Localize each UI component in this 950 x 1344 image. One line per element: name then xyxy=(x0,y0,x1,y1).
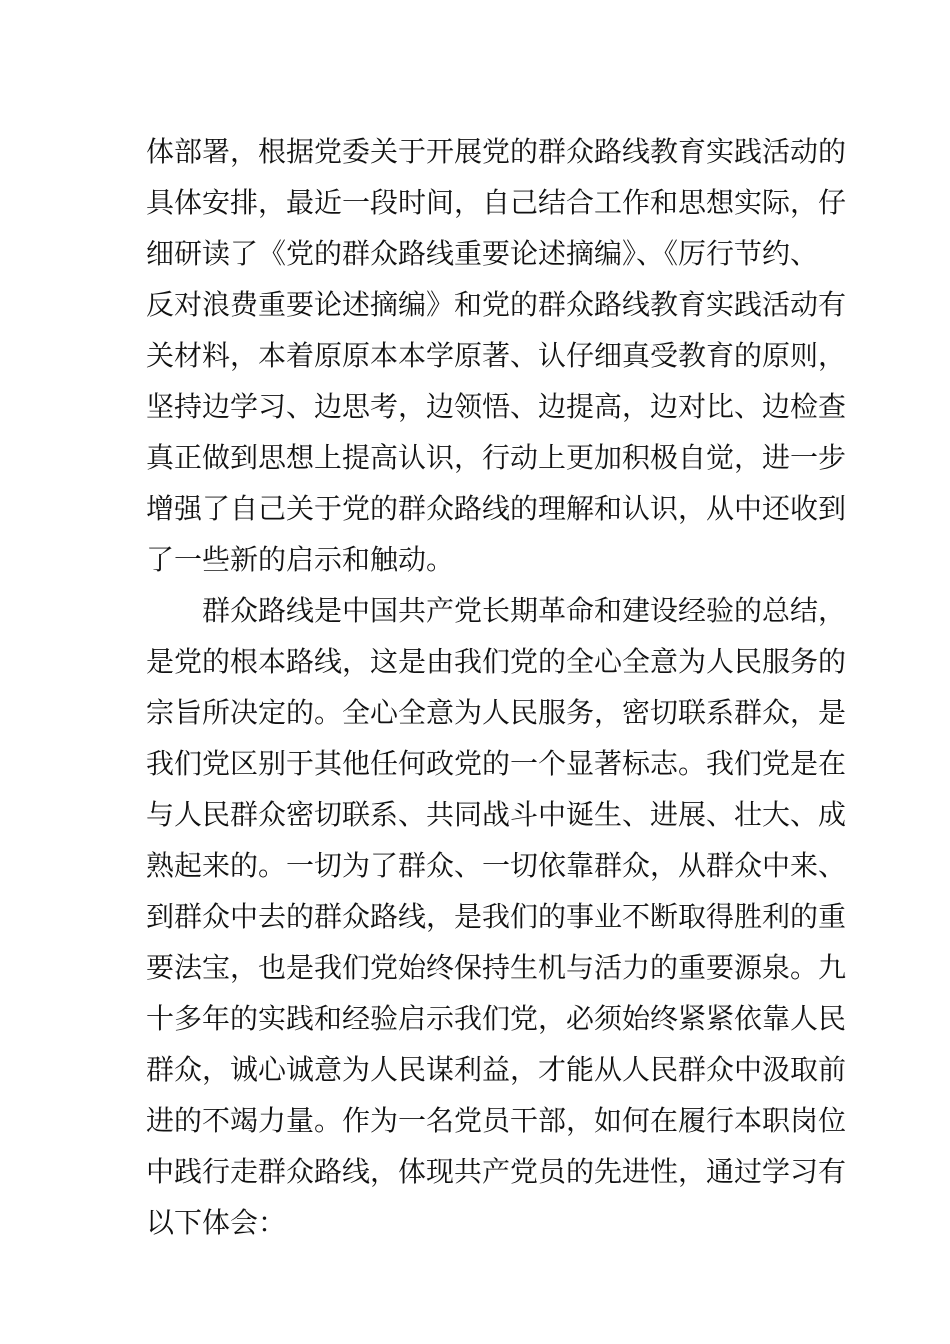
text-line: 要法宝，也是我们党始终保持生机与活力的重要源泉。九 xyxy=(146,951,847,984)
text-line: 我们党区别于其他任何政党的一个显著标志。我们党是在 xyxy=(146,747,847,780)
text-line: 中践行走群众路线，体现共产党员的先进性，通过学习有 xyxy=(146,1155,847,1188)
paragraph-2 xyxy=(146,585,847,1248)
text-line: 熟起来的。一切为了群众、一切依靠群众，从群众中来、 xyxy=(146,849,847,882)
text-line: 体部署，根据党委关于开展党的群众路线教育实践活动的 xyxy=(146,135,847,168)
text-line: 宗旨所决定的。全心全意为人民服务，密切联系群众，是 xyxy=(146,696,847,729)
text-line: 关材料，本着原原本本学原著、认仔细真受教育的原则， xyxy=(146,339,847,372)
text-line: 真正做到思想上提高认识，行动上更加积极自觉，进一步 xyxy=(146,441,847,474)
text-line: 到群众中去的群众路线，是我们的事业不断取得胜利的重 xyxy=(146,900,847,933)
text-line: 与人民群众密切联系、共同战斗中诞生、进展、壮大、成 xyxy=(146,798,847,831)
text-line: 增强了自己关于党的群众路线的理解和认识，从中还收到 xyxy=(146,492,847,525)
document-body xyxy=(146,126,847,1248)
text-line: 群众，诚心诚意为人民谋利益，才能从人民群众中汲取前 xyxy=(146,1053,847,1086)
text-line: 是党的根本路线，这是由我们党的全心全意为人民服务的 xyxy=(146,645,847,678)
text-line: 了一些新的启示和触动。 xyxy=(146,543,455,576)
paragraph-1 xyxy=(146,126,847,585)
text-line: 十多年的实践和经验启示我们党，必须始终紧紧依靠人民 xyxy=(146,1002,847,1035)
text-line: 具体安排，最近一段时间，自己结合工作和思想实际，仔 xyxy=(146,186,847,219)
text-line: 反对浪费重要论述摘编》和党的群众路线教育实践活动有 xyxy=(146,288,847,321)
text-line: 进的不竭力量。作为一名党员干部，如何在履行本职岗位 xyxy=(146,1104,847,1137)
text-line: 细研读了《党的群众路线重要论述摘编》、《厉行节约、 xyxy=(146,237,819,270)
text-line: 坚持边学习、边思考，边领悟、边提高，边对比、边检查 xyxy=(146,390,847,423)
text-line: 以下体会： xyxy=(146,1206,287,1239)
text-line: 群众路线是中国共产党长期革命和建设经验的总结， xyxy=(202,594,847,627)
